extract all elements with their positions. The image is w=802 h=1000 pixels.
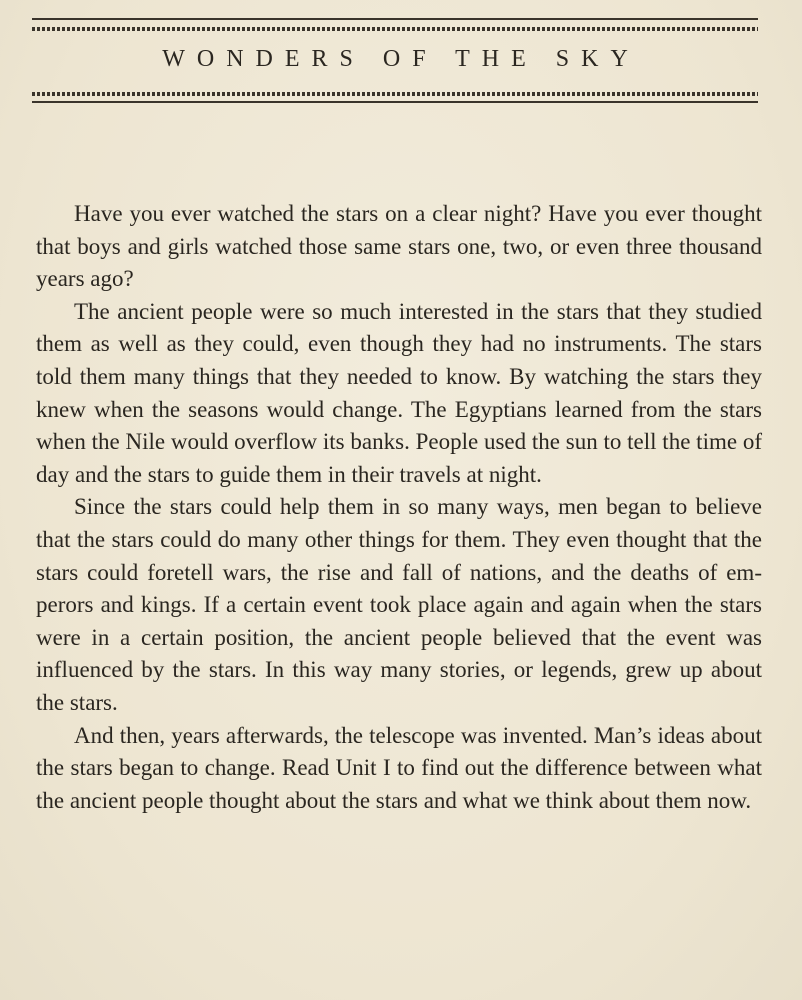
page-title: WONDERS OF THE SKY xyxy=(162,46,640,72)
header-bottom-dotted-rule xyxy=(32,92,758,96)
paragraph: The ancient people were so much interested in the stars that they studied them as well as they could, even though they had no instruments. The stars told them many things that they needed to know. By watching the stars they knew when the seasons would change. The Egyptians learned from the stars when the Nile would overflow its banks. People used the sun to tell the time of day and the stars to guide them in their travels at night. xyxy=(36,298,762,487)
paragraph: And then, years afterwards, the telescope was invented. Man’s ideas about the stars began to change. Read Unit I to find out the difference between what the ancient people thought about the stars and what we think about them now. xyxy=(36,722,762,813)
body-text xyxy=(36,198,762,817)
page-header xyxy=(32,18,758,104)
header-top-dotted-rule xyxy=(32,27,758,31)
paragraph: Have you ever watched the stars on a clear night? Have you ever thought that boys and girls watched those same stars one, two, or even three thousand years ago? xyxy=(36,201,762,292)
header-top-rule xyxy=(32,18,758,20)
header-bottom-rule xyxy=(32,101,758,103)
paragraph: Since the stars could help them in so many ways, men began to believe that the stars could do many other things for them. They even thought that the stars could foretell wars, the rise and fall of nations, and the deaths of emperors and kings. If a certain event took place again and again when the stars were in a certain position, the ancient people believed that the event was influenced by the stars. In this way many stories, or legends, grew up about the stars. xyxy=(36,494,762,715)
